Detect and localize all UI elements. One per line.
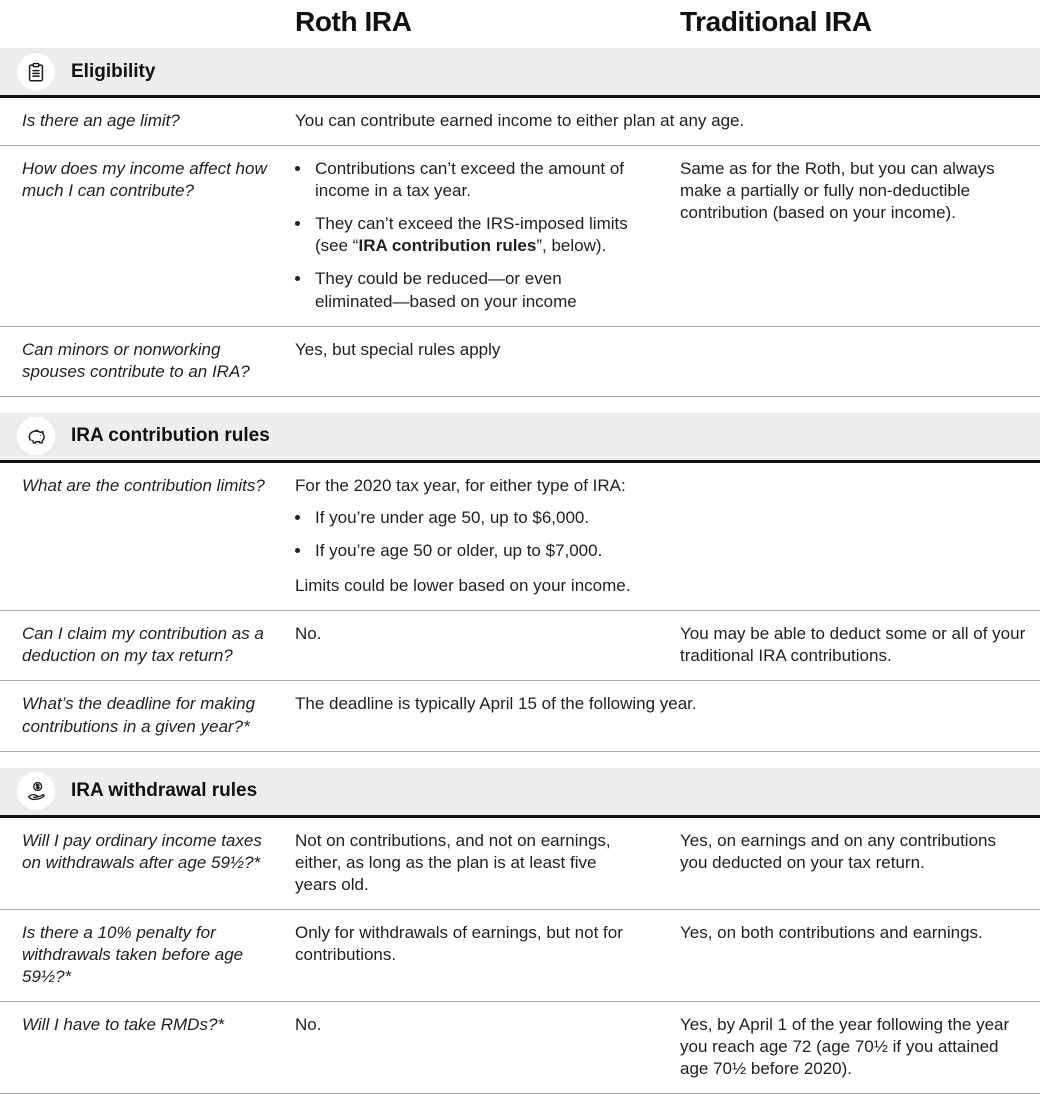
limits-bullet-list: [295, 507, 1028, 562]
section-title: IRA contribution rules: [71, 425, 270, 447]
answer-span-cell: You can contribute earned income to either plan at any age.: [295, 111, 745, 130]
question-cell: Can I claim my contribution as a deduction on my tax return?: [22, 624, 264, 666]
question-cell: What are the contribution limits?: [22, 475, 265, 495]
traditional-column-header: Traditional IRA: [680, 6, 872, 37]
section-eligibility: [0, 48, 1040, 397]
traditional-answer-cell: Yes, on both contributions and earnings.: [680, 922, 983, 942]
roth-column-header: Roth IRA: [295, 6, 412, 37]
bullet-text-post: ”, below).: [536, 236, 607, 256]
roth-answer-cell: No.: [295, 624, 322, 644]
traditional-answer-cell: Yes, on earnings and on any contributions you deducted on your tax return.: [680, 830, 996, 872]
table-row-rmds: [0, 1002, 1040, 1094]
answer-span-cell: Yes, but special rules apply: [295, 339, 501, 359]
limits-intro: For the 2020 tax year, for either type of IRA:: [295, 475, 626, 495]
bullet-text-pre: They can’t exceed the IRS-imposed limits (see “: [315, 214, 628, 256]
roth-answer-cell: [295, 158, 680, 313]
section-withdrawal-rules: [0, 768, 1040, 1094]
table-row-claim-deduction: [0, 611, 1040, 681]
column-headers: [0, 0, 1040, 48]
traditional-answer-cell: You may be able to deduct some or all of your traditional IRA contributions.: [680, 624, 1026, 666]
section-title: Eligibility: [71, 60, 156, 82]
limits-outro: Limits could be lower based on your income.: [295, 576, 631, 596]
table-row-age-limit: [0, 98, 1040, 146]
question-cell: Will I pay ordinary income taxes on withdrawals after age 59½?*: [22, 830, 262, 872]
roth-bullet-list: [295, 158, 634, 313]
question-cell: Is there an age limit?: [22, 111, 180, 130]
question-cell: Can minors or nonworking spouses contribute to an IRA?: [22, 339, 250, 381]
section-header-contribution-rules: [0, 413, 1040, 463]
traditional-answer-cell: Yes, by April 1 of the year following the year you reach age 72 (age 70½ if you attained age 70½ before 2020).: [680, 1015, 1010, 1079]
hand-coin-icon: [17, 772, 55, 810]
section-header-withdrawal-rules: [0, 768, 1040, 818]
section-header-eligibility: [0, 48, 1040, 98]
table-row-contribution-limits: [0, 463, 1040, 611]
answer-span-cell: [295, 475, 1040, 597]
bullet-item: • If you’re under age 50, up to $6,000.: [312, 507, 1028, 529]
question-cell: Will I have to take RMDs?*: [22, 1015, 225, 1035]
roth-answer-cell: Only for withdrawals of earnings, but not for contributions.: [295, 922, 623, 964]
bullet-item: • Contributions can’t exceed the amount of income in a tax year.: [312, 158, 634, 202]
table-row-ordinary-income-taxes: [0, 818, 1040, 910]
table-row-deadline: [0, 681, 1040, 751]
roth-answer-cell: No.: [295, 1015, 322, 1035]
answer-span-cell: The deadline is typically April 15 of the following year.: [295, 694, 697, 714]
table-row-income-affect: [0, 146, 1040, 327]
clipboard-icon: [17, 53, 55, 91]
question-cell: How does my income affect how much I can contribute?: [22, 159, 267, 201]
traditional-answer-cell: Same as for the Roth, but you can always make a partially or fully non-deductible contribution (based on your income).: [680, 159, 995, 223]
question-cell: Is there a 10% penalty for withdrawals taken before age 59½?*: [22, 922, 244, 987]
piggy-bank-icon: [17, 417, 55, 455]
roth-answer-cell: Not on contributions, and not on earnings, either, as long as the plan is at least five years old.: [295, 830, 611, 894]
question-cell: What’s the deadline for making contributions in a given year?*: [22, 694, 256, 736]
question-column-spacer: [0, 6, 295, 38]
section-title: IRA withdrawal rules: [71, 780, 258, 802]
section-contribution-rules: [0, 413, 1040, 752]
bullet-item: • If you’re age 50 or older, up to $7,000.: [312, 540, 1028, 562]
bullet-text-bold: IRA contribution rules: [358, 236, 537, 256]
bullet-item: • They could be reduced—or even eliminated—based on your income: [312, 268, 634, 312]
table-row-minors-spouses: [0, 327, 1040, 397]
bullet-item: [312, 213, 634, 257]
table-row-early-penalty: [0, 910, 1040, 1002]
